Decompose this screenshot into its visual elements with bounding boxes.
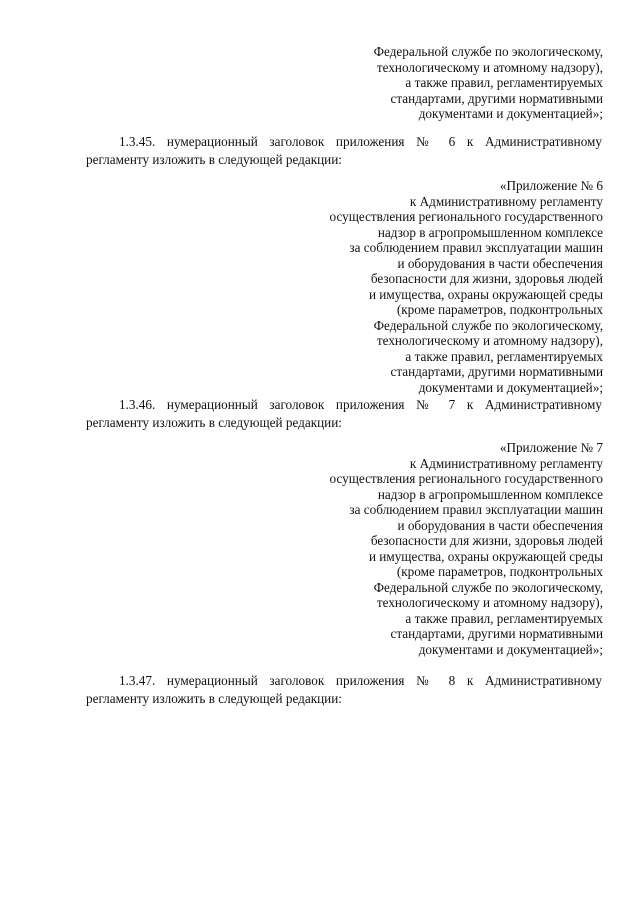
appendix-line: технологическому и атомному надзору), — [376, 333, 603, 348]
appendix-line: Федеральной службе по экологическому, — [373, 317, 603, 333]
appendix-line: безопасности для жизни, здоровья людей — [370, 533, 603, 548]
appendix-line: технологическому и атомному надзору), — [376, 595, 603, 610]
appendix-6-heading — [330, 178, 603, 395]
appendix-line: надзор в агропромышленном комплексе — [377, 224, 603, 240]
appendix-line: а также правил, регламентируемых — [405, 610, 603, 626]
paragraph-line: регламенту изложить в следующей редакции: — [86, 151, 342, 167]
appendix-line: «Приложение № 7 — [499, 440, 603, 455]
appendix-line: за соблюдением правил эксплуатации машин — [349, 240, 603, 255]
appendix-line: (кроме параметров, подконтрольных — [396, 564, 603, 579]
paragraph-line: регламенту изложить в следующей редакции: — [86, 414, 342, 430]
appendix-line: к Административному регламенту — [409, 193, 603, 209]
appendix-line: и имущества, охраны окружающей среды — [368, 548, 603, 564]
paragraph-1-3-47 — [86, 672, 602, 707]
paragraph-line: 1.3.47. нумерационный заголовок приложения № 8 к Административному — [119, 673, 602, 688]
continuation-line: документами и документацией»; — [418, 106, 603, 121]
appendix-line: осуществления регионального государственного — [329, 471, 603, 486]
paragraph-line: регламенту изложить в следующей редакции: — [86, 690, 342, 706]
continuation-appendix-heading — [374, 44, 603, 122]
appendix-7-heading — [330, 440, 603, 657]
continuation-line: а также правил, регламентируемых — [405, 75, 603, 90]
appendix-line: за соблюдением правил эксплуатации машин — [349, 502, 603, 517]
appendix-line: и оборудования в части обеспечения — [397, 517, 603, 533]
appendix-line: к Административному регламенту — [409, 455, 603, 471]
appendix-line: стандартами, другими нормативными — [390, 626, 603, 641]
paragraph-line: 1.3.45. нумерационный заголовок приложения № 6 к Административному — [119, 134, 602, 149]
appendix-line: документами и документацией»; — [418, 379, 603, 395]
paragraph-1-3-46 — [86, 396, 602, 431]
appendix-line: (кроме параметров, подконтрольных — [396, 302, 603, 317]
appendix-line: безопасности для жизни, здоровья людей — [370, 271, 603, 286]
appendix-line: стандартами, другими нормативными — [390, 364, 603, 379]
continuation-line: Федеральной службе по экологическому, — [373, 44, 603, 59]
appendix-line: «Приложение № 6 — [499, 178, 603, 193]
paragraph-1-3-45 — [86, 133, 602, 168]
paragraph-line: 1.3.46. нумерационный заголовок приложения № 7 к Административному — [119, 397, 602, 412]
continuation-line: стандартами, другими нормативными — [390, 90, 603, 106]
appendix-line: а также правил, регламентируемых — [405, 348, 603, 364]
appendix-line: документами и документацией»; — [418, 641, 603, 657]
appendix-line: и имущества, охраны окружающей среды — [368, 286, 603, 302]
continuation-line: технологическому и атомному надзору), — [376, 59, 603, 75]
appendix-line: Федеральной службе по экологическому, — [373, 579, 603, 595]
appendix-line: и оборудования в части обеспечения — [397, 255, 603, 271]
appendix-line: надзор в агропромышленном комплексе — [377, 486, 603, 502]
appendix-line: осуществления регионального государственного — [329, 209, 603, 224]
